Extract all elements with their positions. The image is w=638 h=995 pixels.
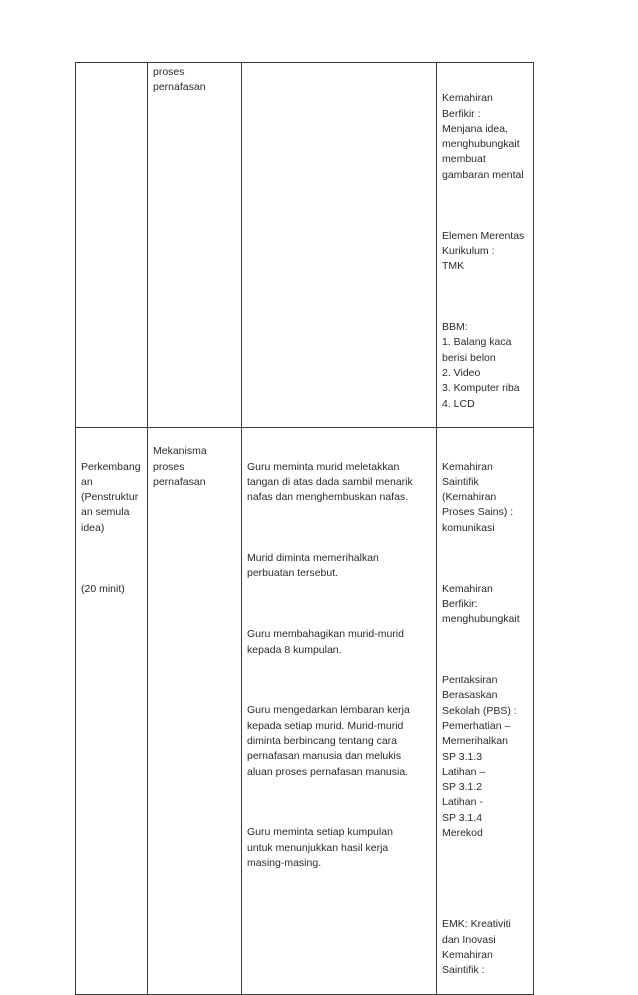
notes-thinking-skills: Kemahiran Berfikir : Menjana idea, menghubungkait membuat gambaran mental	[442, 92, 524, 181]
table-row	[76, 428, 534, 995]
activity-cell	[242, 428, 437, 995]
stage-cell	[76, 428, 148, 995]
notes-cross-curricular: Elemen Merentas Kurikulum : TMK	[442, 229, 525, 273]
stage-name: Perkembang an (Penstruktur an semula idea)	[81, 460, 141, 534]
activity-step: Guru meminta setiap kumpulan untuk menunjukkan hasil kerja masing-masing.	[247, 826, 393, 870]
lesson-plan-table	[75, 62, 534, 995]
stage-duration: (20 minit)	[81, 582, 125, 595]
activity-step: Murid diminta memerihalkan perbuatan tersebut.	[247, 552, 379, 580]
content-cell: proses pernafasan	[148, 63, 242, 428]
notes-teaching-aids: BBM: 1. Balang kaca berisi belon 2. Video 3. Komputer riba 4. LCD	[442, 321, 520, 410]
activity-step: Guru membahagikan murid-murid kepada 8 kumpulan.	[247, 628, 404, 656]
activity-cell	[242, 63, 437, 428]
activity-step: Guru meminta murid meletakkan tangan di atas dada sambil menarik nafas dan menghembuskan nafas.	[247, 460, 413, 504]
notes-cell	[437, 428, 534, 995]
notes-thinking-skills: Kemahiran Berfikir: menghubungkait	[442, 582, 520, 626]
notes-assessment: Pentaksiran Berasaskan Sekolah (PBS) : Pemerhatian – Memerihalkan SP 3.1.3 Latihan – SP 3.1.2 Latihan - SP 3.1.4 Merekod	[442, 674, 517, 840]
notes-cell	[437, 63, 534, 428]
notes-science-skills: Kemahiran Saintifik (Kemahiran Proses Sains) : komunikasi	[442, 460, 514, 534]
stage-cell	[76, 63, 148, 428]
content-cell: Mekanisma proses pernafasan	[148, 428, 242, 995]
notes-emk: EMK: Kreativiti dan Inovasi Kemahiran Saintifik :	[442, 918, 511, 977]
activity-step: Guru mengedarkan lembaran kerja kepada setiap murid. Murid-murid diminta berbincang tentang cara pernafasan manusia dan melukis aluan proses pernafasan manusia.	[247, 704, 410, 778]
table-row	[76, 63, 534, 428]
